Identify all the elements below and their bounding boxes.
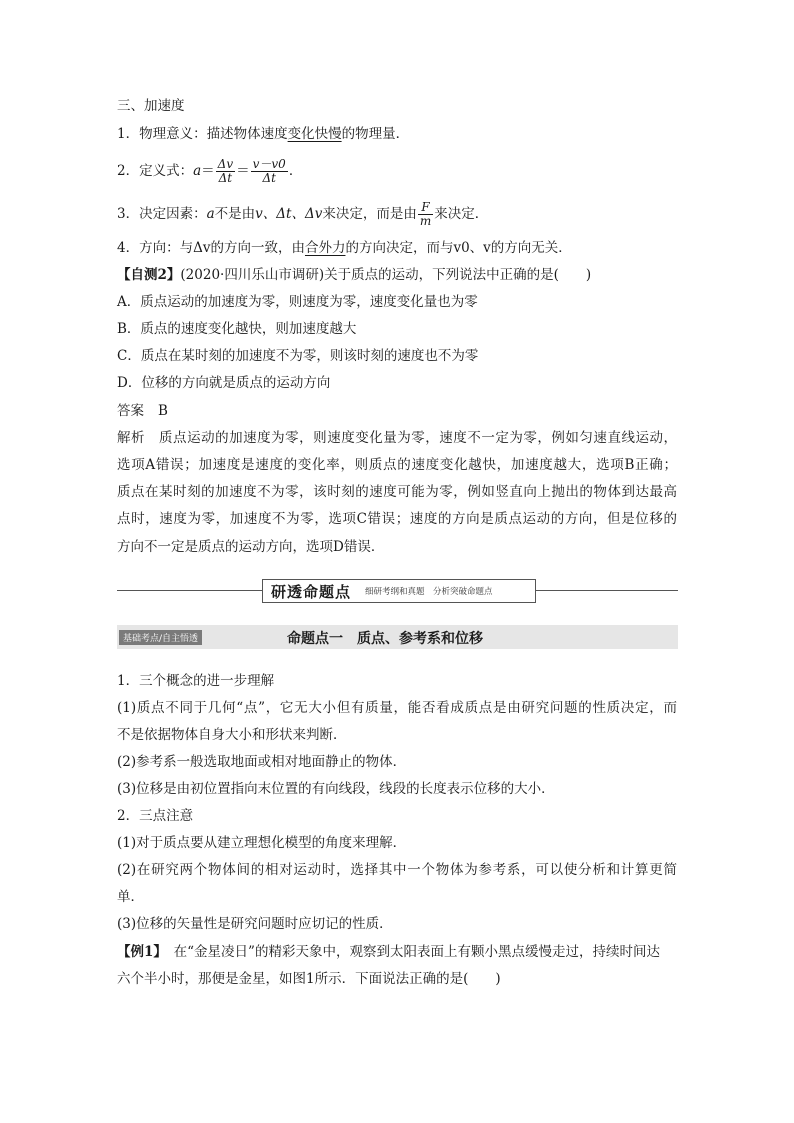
fraction-numerator: Δv xyxy=(217,157,234,171)
text: ． xyxy=(288,163,303,179)
fraction-v-v0-dt xyxy=(251,158,288,185)
topic-bar xyxy=(117,625,678,649)
definition-line-1 xyxy=(117,124,409,144)
paragraph-line: (2)参考系一般选取地面或相对地面静止的物体． xyxy=(117,754,407,770)
example-line xyxy=(117,942,677,962)
section-heading: 三、加速度 xyxy=(117,98,185,114)
divider-right xyxy=(536,590,678,591)
text: 的物理量． xyxy=(341,126,410,142)
text: 的方向决定，而与v0、v的方向无关． xyxy=(345,240,572,256)
example-text: 在“金星凌日”的精彩天象中，观察到太阳表面上有颗小黑点缓慢走过，持续时间达 xyxy=(160,944,660,960)
subheading-2: 2．三点注意 xyxy=(117,808,194,824)
analysis-line: 解析 质点运动的加速度为零，则速度变化量为零，速度不一定为零，例如匀速直线运动， xyxy=(117,430,677,446)
fraction-numerator: v－v0 xyxy=(252,157,286,171)
topic-tag: 基础考点/自主悟透 xyxy=(119,630,202,645)
paragraph-line: 单． xyxy=(117,889,144,905)
definition-line-4 xyxy=(117,238,572,258)
question-text: (2020·四川乐山市调研)关于质点的运动，下列说法中正确的是( ) xyxy=(180,267,592,283)
paragraph-line: (1)对于质点要从建立理想化模型的角度来理解． xyxy=(117,835,407,851)
paragraph-line: (3)位移的矢量性是研究问题时应切记的性质． xyxy=(117,916,393,932)
banner-title: 研透命题点 xyxy=(271,582,352,601)
banner-subtitle: 细研考纲和真题 分析突破命题点 xyxy=(365,587,493,597)
analysis-line: 选项A错误；加速度是速度的变化率，则质点的速度变化越快，加速度越大，选项B正确； xyxy=(117,457,677,473)
fraction-f-m xyxy=(418,201,433,228)
answer-line xyxy=(117,401,168,421)
paragraph-line: (3)位移是由初位置指向末位置的有向线段，线段的长度表示位移的大小． xyxy=(117,781,555,797)
example-line: 六个半小时，那便是金星，如图1所示．下面说法正确的是( ) xyxy=(117,971,501,987)
fraction-denominator: Δt xyxy=(218,171,233,185)
text: 2．定义式： xyxy=(117,163,194,179)
underlined-term: 合外力 xyxy=(304,240,346,256)
subheading-1: 1．三个概念的进一步理解 xyxy=(117,673,275,689)
text: 不是由 xyxy=(214,206,256,222)
variable: a xyxy=(193,163,202,179)
option-b: B．质点的速度变化越快，则加速度越大 xyxy=(117,321,357,337)
topic-title: 命题点一 质点、参考系和位移 xyxy=(287,631,483,647)
paragraph-line: (1)质点不同于几何“点”，它无大小但有质量，能否看成质点是由研究问题的性质决定，而 xyxy=(117,700,677,716)
variable: a xyxy=(206,206,215,222)
example-tag: 【例1】 xyxy=(117,944,161,960)
answer-label: 答案 xyxy=(117,403,144,419)
analysis-line: 点时，速度为零，加速度不为零，选项C错误；速度的方向是质点运动的方向，但是位移的 xyxy=(117,511,677,527)
self-test-question xyxy=(117,265,591,285)
option-c: C．质点在某时刻的加速度不为零，则该时刻的速度也不为零 xyxy=(117,348,479,364)
variables: v、Δt、Δv xyxy=(255,206,323,222)
fraction-dv-dt xyxy=(216,158,235,185)
analysis-line: 方向不一定是质点的运动方向，选项D错误． xyxy=(117,539,385,555)
fraction-denominator: m xyxy=(419,214,432,228)
analysis-line: 质点在某时刻的加速度不为零，该时刻的速度可能为零，例如竖直向上抛出的物体到达最高 xyxy=(117,484,677,500)
text: ＝ xyxy=(236,163,250,179)
fraction-denominator: Δt xyxy=(262,171,276,185)
fraction-numerator: F xyxy=(418,201,433,215)
definition-line-3 xyxy=(117,201,488,228)
text: ＝ xyxy=(201,163,215,179)
text: 来决定，而是由 xyxy=(322,206,417,222)
paragraph-line: 不是依据物体自身大小和形状来判断． xyxy=(117,727,347,743)
underlined-term: 变化快慢 xyxy=(287,126,342,142)
option-d: D．位移的方向就是质点的运动方向 xyxy=(117,375,331,391)
text: 3．决定因素： xyxy=(117,206,207,222)
answer-value: B xyxy=(158,403,168,419)
section-banner xyxy=(262,579,536,603)
text: 1．物理意义：描述物体速度 xyxy=(117,126,288,142)
text: 来决定． xyxy=(434,206,489,222)
divider-left xyxy=(117,590,262,591)
text: 4．方向：与Δv的方向一致，由 xyxy=(117,240,305,256)
self-test-tag: 【自测2】 xyxy=(117,267,181,283)
definition-line-2 xyxy=(117,158,302,185)
paragraph-line: (2)在研究两个物体间的相对运动时，选择其中一个物体为参考系，可以使分析和计算更简 xyxy=(117,862,677,878)
option-a: A．质点运动的加速度为零，则速度为零，速度变化量也为零 xyxy=(117,294,478,310)
